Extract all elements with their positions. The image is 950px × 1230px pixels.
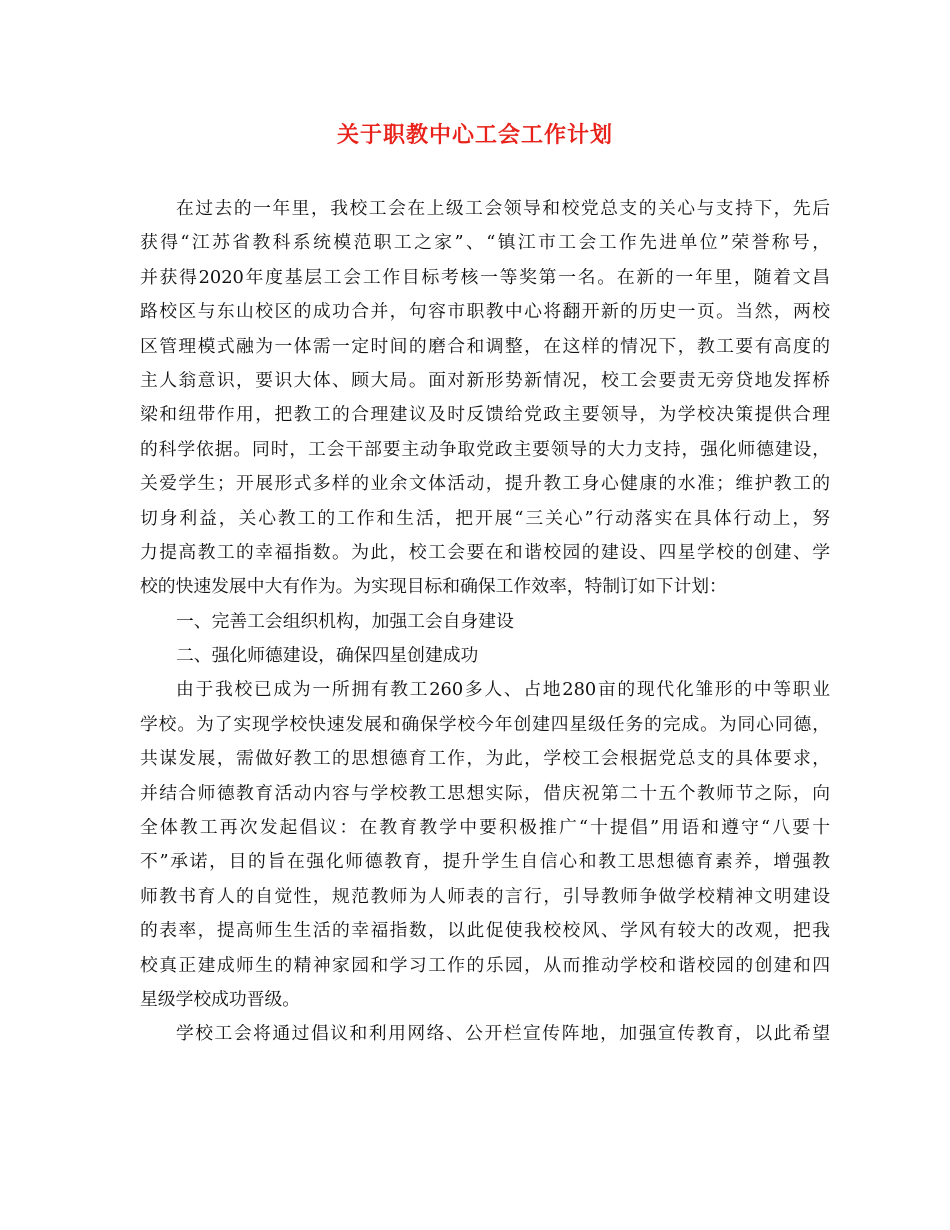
paragraph-line: 的表率，提高师生生活的幸福指数，以此促使我校校风、学风有较大的改观，把我 bbox=[140, 920, 830, 942]
paragraph-line: 路校区与东山校区的成功合并，句容市职教中心将翻开新的历史一页。当然，两校 bbox=[140, 301, 830, 323]
paragraph-line: 星级学校成功晋级。 bbox=[140, 988, 301, 1010]
paragraph-line: 由于我校已成为一所拥有教工260多人、占地280亩的现代化雏形的中等职业 bbox=[176, 679, 830, 701]
paragraph-line: 学校工会将通过倡议和利用网络、公开栏宣传阵地，加强宣传教育，以此希望 bbox=[176, 1023, 830, 1045]
paragraph-line: 梁和纽带作用，把教工的合理建议及时反馈给党政主要领导，为学校决策提供合理 bbox=[140, 404, 830, 426]
paragraph-line: 共谋发展，需做好教工的思想德育工作，为此，学校工会根据党总支的具体要求， bbox=[140, 748, 830, 770]
paragraph-line: 在过去的一年里，我校工会在上级工会领导和校党总支的关心与支持下，先后 bbox=[176, 198, 830, 219]
paragraph-line: 主人翁意识，要识大体、顾大局。面对新形势新情况，校工会要责无旁贷地发挥桥 bbox=[140, 369, 830, 391]
paragraph-line: 全体教工再次发起倡议：在教育教学中要积极推广“十提倡”用语和遵守“八要十 bbox=[140, 817, 830, 839]
paragraph-line: 区管理模式融为一体需一定时间的磨合和调整，在这样的情况下，教工要有高度的 bbox=[140, 335, 830, 357]
paragraph-line: 校的快速发展中大有作为。为实现目标和确保工作效率，特制订如下计划： bbox=[140, 576, 727, 598]
document-body bbox=[140, 192, 830, 1052]
paragraph-line: 并结合师德教育活动内容与学校教工思想实际，借庆祝第二十五个教师节之际，向 bbox=[140, 782, 830, 804]
paragraph-line: 的科学依据。同时，工会干部要主动争取党政主要领导的大力支持，强化师德建设， bbox=[140, 438, 830, 460]
section-heading: 一、完善工会组织机构，加强工会自身建设 bbox=[176, 610, 514, 632]
paragraph-line: 切身利益，关心教工的工作和生活，把开展“三关心”行动落实在具体行动上，努 bbox=[140, 507, 830, 529]
paragraph-line: 并获得2020年度基层工会工作目标考核一等奖第一名。在新的一年里，随着文昌 bbox=[140, 266, 830, 288]
section-heading: 二、强化师德建设，确保四星创建成功 bbox=[176, 645, 479, 667]
paragraph-line: 校真正建成师生的精神家园和学习工作的乐园，从而推动学校和谐校园的创建和四 bbox=[140, 954, 830, 976]
paragraph-line: 学校。为了实现学校快速发展和确保学校今年创建四星级任务的完成。为同心同德， bbox=[140, 713, 830, 735]
paragraph-line: 获得“江苏省教科系统模范职工之家”、“镇江市工会工作先进单位”荣誉称号， bbox=[140, 232, 830, 254]
paragraph-line: 关爱学生；开展形式多样的业余文体活动，提升教工身心健康的水准；维护教工的 bbox=[140, 473, 830, 495]
paragraph-line: 师教书育人的自觉性，规范教师为人师表的言行，引导教师争做学校精神文明建设 bbox=[140, 885, 830, 907]
paragraph-line: 不”承诺，目的旨在强化师德教育，提升学生自信心和教工思想德育素养，增强教 bbox=[140, 851, 830, 873]
paragraph-line: 力提高教工的幸福指数。为此，校工会要在和谐校园的建设、四星学校的创建、学 bbox=[140, 541, 830, 563]
document-title: 关于职教中心工会工作计划 bbox=[336, 123, 613, 148]
